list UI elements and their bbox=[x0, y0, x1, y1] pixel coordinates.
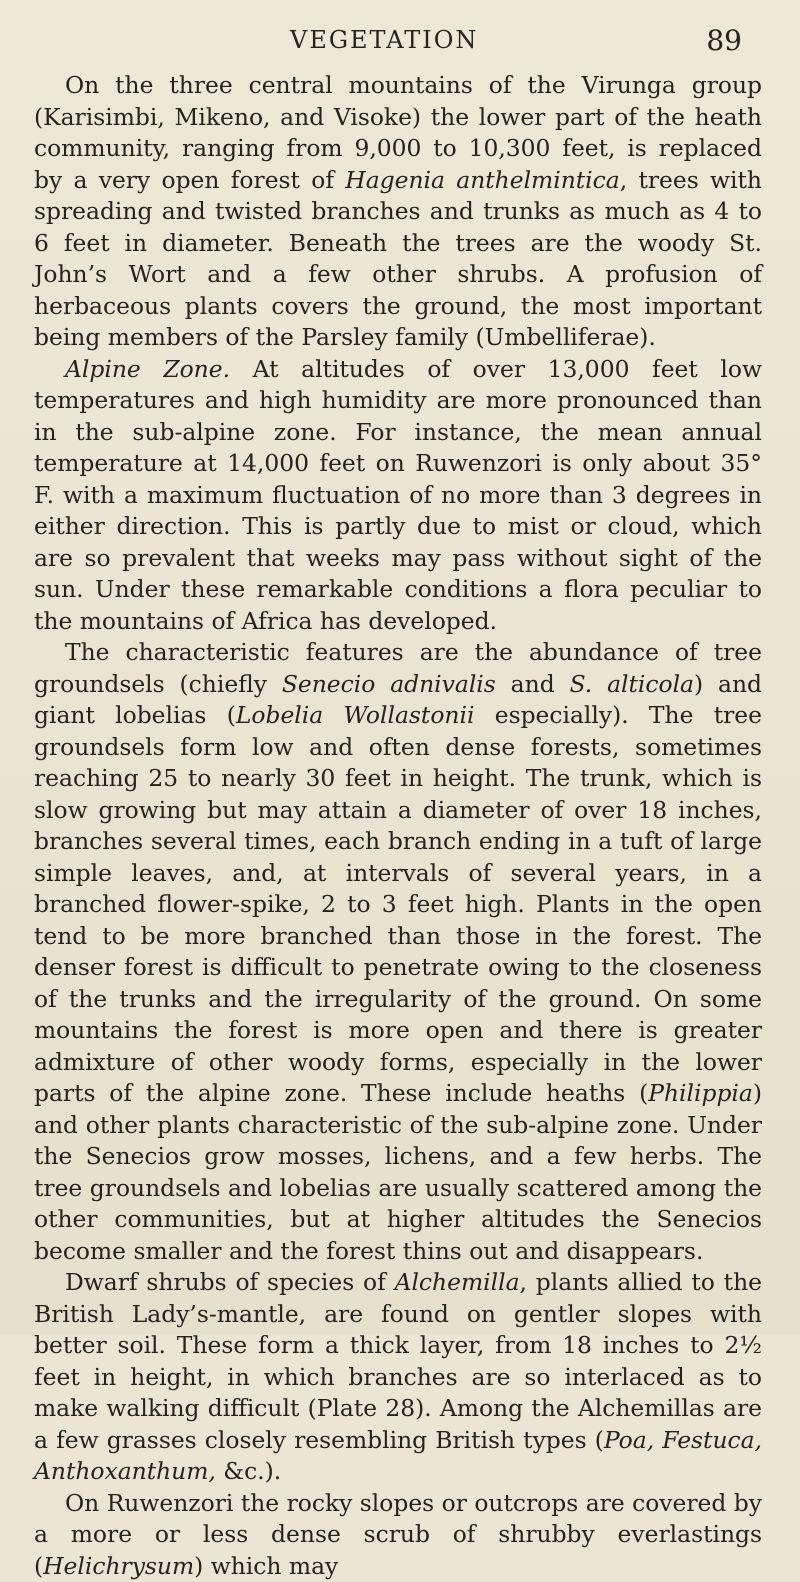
paragraph bbox=[34, 70, 762, 354]
running-head bbox=[0, 12, 800, 52]
text-run: At altitudes of over 13,000 feet low temperatures and high humidity are more pronounced than in the sub-alpine zone. For instance, the mean annual temperature at 14,000 feet on Ruwenzori is only about 35° F. with a maximum fluctuation of no more than 3 degrees in either direction. This is partly due to mist or cloud, which are so prevalent that weeks may pass without sight of the sun. Under these remarkable conditions a flora peculiar to the mountains of Africa has developed. bbox=[34, 355, 762, 635]
text-run: , trees with spreading and twisted branches and trunks as much as 4 to 6 feet in diameter. Beneath the trees are the woody St. John’s Wort and a few other shrubs. A profusion of herbaceous plants covers the ground, the most important being members of the Parsley family (Umbelliferae). bbox=[34, 166, 762, 352]
italic-text: Senecio adnivalis bbox=[282, 670, 496, 698]
page-number: 89 bbox=[706, 24, 742, 57]
text-run: especially). The tree groundsels form low and often dense forests, sometimes reaching 25 to nearly 30 feet in height. The trunk, which is slow growing but may attain a diameter of over 18 inches, branches several times, each branch ending in a tuft of large simple leaves, and, at intervals of several years, in a branched flower-spike, 2 to 3 feet high. Plants in the open tend to be more branched than those in the forest. The denser forest is difficult to penetrate owing to the closeness of the trunks and the irregularity of the ground. On some mountains the forest is more open and there is greater admixture of other woody forms, especially in the lower parts of the alpine zone. These include heaths ( bbox=[34, 701, 762, 1107]
text-run: On the three central mountains of the Virunga group (Karisimbi, Mikeno, and Visoke) the lower part of the heath community, ranging from 9,000 to 10,300 feet, is replaced by a very open forest of bbox=[34, 71, 762, 194]
paragraph bbox=[34, 1267, 762, 1488]
italic-text: Lobelia Wollastonii bbox=[236, 701, 475, 729]
text-run: On Ruwenzori the rocky slopes or outcrops are covered by a more or less dense scrub of shrubby everlastings ( bbox=[34, 1489, 762, 1580]
running-title: VEGETATION bbox=[290, 26, 478, 54]
italic-text: Philippia bbox=[648, 1079, 753, 1107]
paragraph bbox=[34, 354, 762, 638]
text-run: ) and giant lobelias ( bbox=[34, 670, 762, 730]
paragraph bbox=[34, 1488, 762, 1582]
italic-text: Alchemilla bbox=[395, 1268, 520, 1296]
paragraph bbox=[34, 637, 762, 1267]
text-run: ) which may bbox=[194, 1552, 338, 1580]
text-run: The characteristic features are the abundance of tree groundsels (chiefly bbox=[34, 638, 762, 698]
italic-text: Helichrysum bbox=[43, 1552, 194, 1580]
text-run: , plants allied to the British Lady’s-mantle, are found on gentler slopes with better soil. These form a thick layer, from 18 inches to 2½ feet in height, in which branches are so interlaced as to make walking difficult (Plate 28). Among the Alchemillas are a few grasses closely resembling British types ( bbox=[34, 1268, 762, 1454]
italic-text: Poa, Festuca, Anthoxanthum, bbox=[34, 1426, 762, 1486]
text-run: and bbox=[496, 670, 570, 698]
italic-text: S. alticola bbox=[570, 670, 694, 698]
italic-text: Alpine Zone. bbox=[65, 355, 230, 383]
text-run: Dwarf shrubs of species of bbox=[65, 1268, 395, 1296]
body-text bbox=[34, 70, 762, 1582]
text-run: &c.). bbox=[216, 1457, 281, 1485]
text-run: ) and other plants characteristic of the sub-alpine zone. Under the Senecios grow mosses, lichens, and a few herbs. The tree groundsels and lobelias are usually scattered among the other communities, but at higher altitudes the Senecios become smaller and the forest thins out and disappears. bbox=[34, 1079, 762, 1265]
italic-text: Hagenia anthelmintica bbox=[345, 166, 619, 194]
